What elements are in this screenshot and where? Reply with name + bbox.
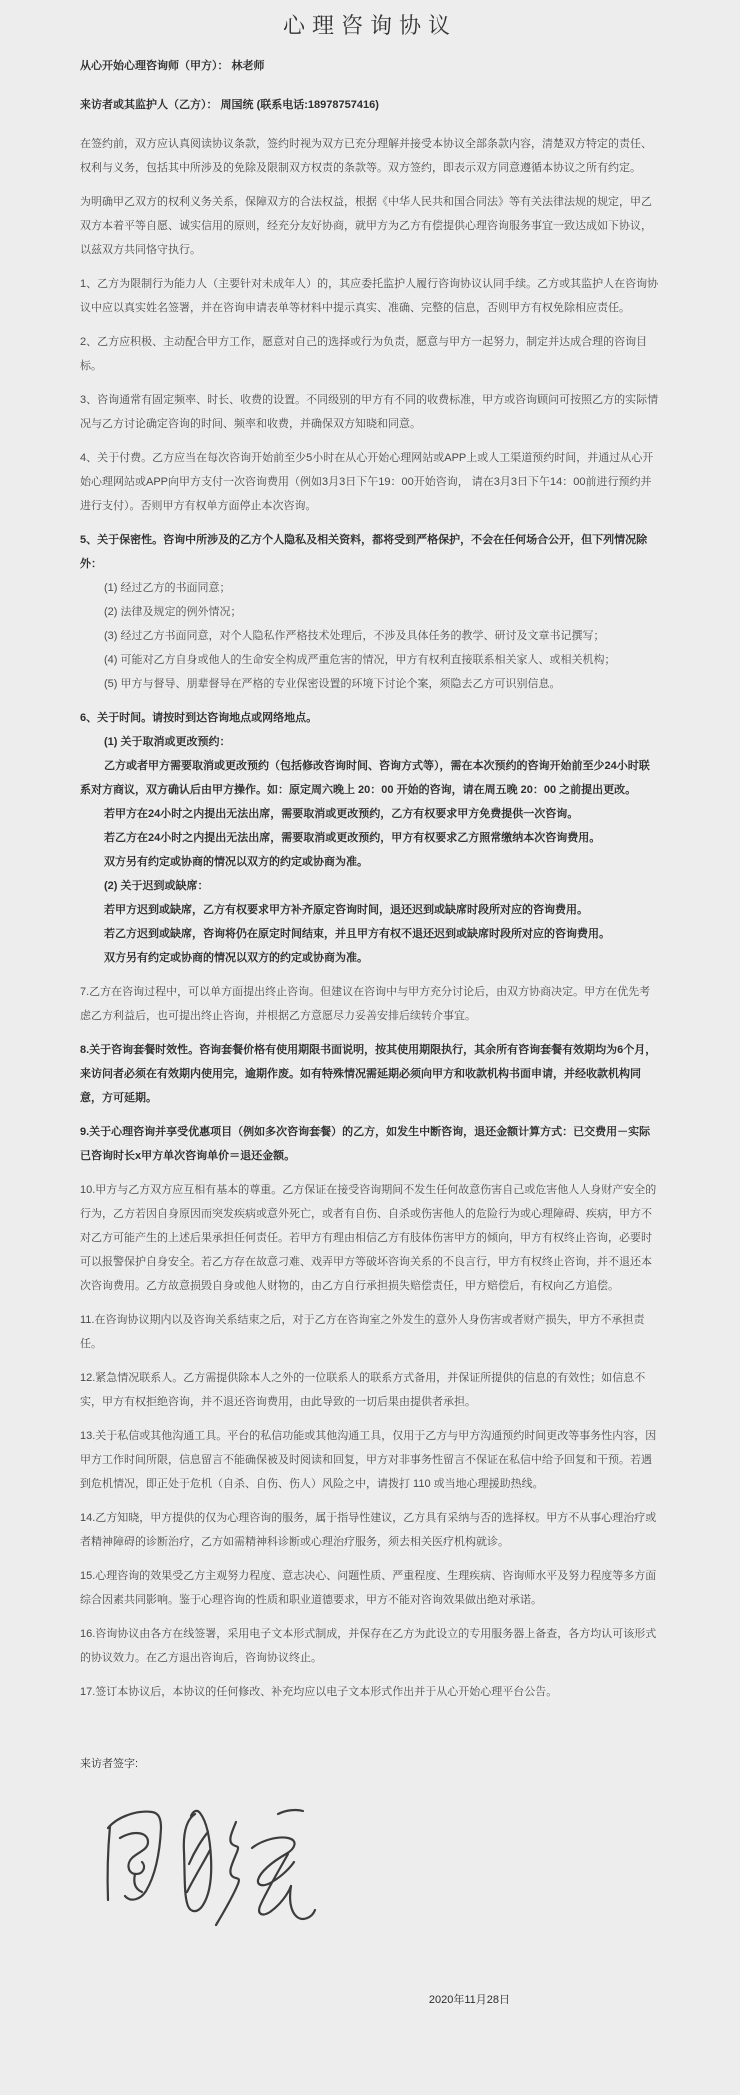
clause-paragraph: 16.咨询协议由各方在线签署，采用电子文本形式制成，并保存在乙方为此设立的专用服务器上备查，各方均认可该形式的协议效力。在乙方退出咨询后，咨询协议终止。	[80, 1628, 657, 1664]
party-b-line: 来访者或其监护人（乙方）： 周国统 (联系电话:18978757416)	[80, 99, 379, 111]
document-title: 心理咨询协议	[282, 13, 457, 38]
clause-paragraph: 若甲方迟到或缺席，乙方有权要求甲方补齐原定咨询时间，退还迟到或缺席时段所对应的咨询费用。	[104, 904, 588, 916]
clause-paragraph: 为明确甲乙双方的权利义务关系，保障双方的合法权益，根据《中华人民共和国合同法》等有关法律法规的规定，甲乙双方本着平等自愿、诚实信用的原则，经充分友好协商，就甲方为乙方有偿提供心理咨询服务事宜一致达成如下协议，以兹双方共同恪守执行。	[80, 196, 652, 256]
clause-paragraph: 若乙方在24小时之内提出无法出席，需要取消或更改预约，甲方有权要求乙方照常缴纳本次咨询费用。	[104, 832, 601, 844]
clause-paragraph: 若甲方在24小时之内提出无法出席，需要取消或更改预约，乙方有权要求甲方免费提供一次咨询。	[104, 808, 579, 820]
clauses-container	[80, 132, 660, 1704]
clause-paragraph: (1) 关于取消或更改预约：	[104, 736, 231, 748]
clause-paragraph: (4) 可能对乙方自身或他人的生命安全构成严重危害的情况，甲方有权利直接联系相关家人、或相关机构；	[104, 654, 616, 666]
clause-paragraph: (3) 经过乙方书面同意，对个人隐私作严格技术处理后，不涉及具体任务的教学、研讨及文章书记撰写；	[104, 630, 605, 642]
party-a-line: 从心开始心理咨询师（甲方）： 林老师	[80, 60, 265, 72]
clause-paragraph: 12.紧急情况联系人。乙方需提供除本人之外的一位联系人的联系方式备用，并保证所提供的信息的有效性；如信息不实，甲方有权拒绝咨询，并不退还咨询费用，由此导致的一切后果由提供者承担。	[80, 1372, 646, 1408]
clause-paragraph: 14.乙方知晓，甲方提供的仅为心理咨询的服务，属于指导性建议，乙方具有采纳与否的选择权。甲方不从事心理治疗或者精神障碍的诊断治疗，乙方如需精神科诊断或心理治疗服务，须去相关医疗机构就诊。	[80, 1512, 657, 1548]
clause-paragraph: 13.关于私信或其他沟通工具。平台的私信功能或其他沟通工具，仅用于乙方与甲方沟通预约时间更改等事务性内容，因甲方工作时间所限，信息留言不能确保被及时阅读和回复，甲方对非事务性留言不保证在私信中给予回复和干预。若遇到危机情况，即正处于危机（自杀、自伤、伤人）风险之中，请拨打 110 或当地心理援助热线。	[80, 1430, 657, 1490]
signature-label: 来访者签字:	[80, 1758, 139, 1770]
clause-paragraph: 15.心理咨询的效果受乙方主观努力程度、意志决心、问题性质、严重程度、生理疾病、咨询师水平及努力程度等多方面综合因素共同影响。鉴于心理咨询的性质和职业道德要求，甲方不能对咨询效果做出绝对承诺。	[80, 1570, 657, 1606]
clause-paragraph: 4、关于付费。乙方应当在每次咨询开始前至少5小时在从心开始心理网站或APP上或人工渠道预约时间，并通过从心开始心理网站或APP向甲方支付一次咨询费用（例如3月3日下午19：00开始咨询， 请在3月3日下午14：00前进行预约并进行支付）。否则甲方有权单方面停止本次咨询。	[80, 452, 654, 512]
signature-area	[98, 1788, 660, 1938]
clause-paragraph: 在签约前，双方应认真阅读协议条款，签约时视为双方已充分理解并接受本协议全部条款内容，清楚双方特定的责任、权利与义务，包括其中所涉及的免除及限制双方权责的条款等。双方签约，即表示双方同意遵循本协议之所有约定。	[80, 138, 652, 174]
clause-paragraph: (5) 甲方与督导、朋辈督导在严格的专业保密设置的环境下讨论个案，须隐去乙方可识别信息。	[104, 678, 561, 690]
clause-paragraph: 2、乙方应积极、主动配合甲方工作，愿意对自己的选择或行为负责，愿意与甲方一起努力，制定并达成合理的咨询目标。	[80, 336, 648, 372]
clause-paragraph: 6、关于时间。请按时到达咨询地点或网络地点。	[80, 712, 318, 724]
clause-paragraph: 3、咨询通常有固定频率、时长、收费的设置。不同级别的甲方有不同的收费标准，甲方或咨询顾问可按照乙方的实际情况与乙方讨论确定咨询的时间、频率和收费，并确保双方知晓和同意。	[80, 394, 659, 430]
clause-paragraph: 乙方或者甲方需要取消或更改预约（包括修改咨询时间、咨询方式等），需在本次预约的咨询开始前至少24小时联系对方商议，双方确认后由甲方操作。如：原定周六晚上 20：00 开始的咨询，请在周五晚 20：00 之前提出更改。	[80, 760, 650, 796]
clause-paragraph: 11.在咨询协议期内以及咨询关系结束之后，对于乙方在咨询室之外发生的意外人身伤害或者财产损失，甲方不承担责任。	[80, 1314, 645, 1350]
handwritten-signature	[98, 1788, 348, 1938]
clause-paragraph: 10.甲方与乙方双方应互相有基本的尊重。乙方保证在接受咨询期间不发生任何故意伤害自己或危害他人人身财产安全的行为，乙方若因自身原因而突发疾病或意外死亡，或者有自伤、自杀或伤害他人的危险行为或心理障碍、疾病，甲方不对乙方可能产生的上述后果承担任何责任。若甲方有理由相信乙方有肢体伤害甲方的倾向，甲方有权终止咨询，必要时可以报警保护自身安全。若乙方存在故意刁难、戏弄甲方等破坏咨询关系的不良言行，甲方有权终止咨询，并不退还本次咨询费用。乙方故意损毁自身或他人财物的，由乙方自行承担损失赔偿责任，甲方赔偿后，有权向乙方追偿。	[80, 1184, 657, 1292]
clause-paragraph: (1) 经过乙方的书面同意；	[104, 582, 231, 594]
clause-paragraph: 双方另有约定或协商的情况以双方的约定或协商为准。	[104, 856, 368, 868]
clause-paragraph: 若乙方迟到或缺席，咨询将仍在原定时间结束，并且甲方有权不退还迟到或缺席时段所对应的咨询费用。	[104, 928, 610, 940]
clause-paragraph: 5、关于保密性。咨询中所涉及的乙方个人隐私及相关资料，都将受到严格保护，不会在任何场合公开，但下列情况除外：	[80, 534, 648, 570]
document-date: 2020年11月28日	[428, 1994, 510, 2006]
clause-paragraph: (2) 关于迟到或缺席：	[104, 880, 209, 892]
clause-paragraph: 8.关于咨询套餐时效性。咨询套餐价格有使用期限书面说明，按其使用期限执行，其余所有咨询套餐有效期均为6个月，来访问者必须在有效期内使用完，逾期作废。如有特殊情况需延期必须向甲方和收款机构书面申请，并经收款机构同意，方可延期。	[80, 1044, 657, 1104]
clause-paragraph: 9.关于心理咨询并享受优惠项目（例如多次咨询套餐）的乙方，如发生中断咨询，退还金额计算方式：已交费用－实际已咨询时长x甲方单次咨询单价＝退还金额。	[80, 1126, 651, 1162]
clause-paragraph: 7.乙方在咨询过程中，可以单方面提出终止咨询。但建议在咨询中与甲方充分讨论后，由双方协商决定。甲方在优先考虑乙方利益后，也可提出终止咨询，并根据乙方意愿尽力妥善安排后续转介事宜。	[80, 986, 651, 1022]
clause-paragraph: 17.签订本协议后，本协议的任何修改、补充均应以电子文本形式作出并于从心开始心理平台公告。	[80, 1686, 558, 1698]
clause-paragraph: 双方另有约定或协商的情况以双方的约定或协商为准。	[104, 952, 368, 964]
clause-paragraph: 1、乙方为限制行为能力人（主要针对未成年人）的，其应委托监护人履行咨询协议认同手续。乙方或其监护人在咨询协议中应以真实姓名签署，并在咨询申请表单等材料中提示真实、准确、完整的信息，否则甲方有权免除相应责任。	[80, 278, 659, 314]
clause-paragraph: (2) 法律及规定的例外情况；	[104, 606, 242, 618]
